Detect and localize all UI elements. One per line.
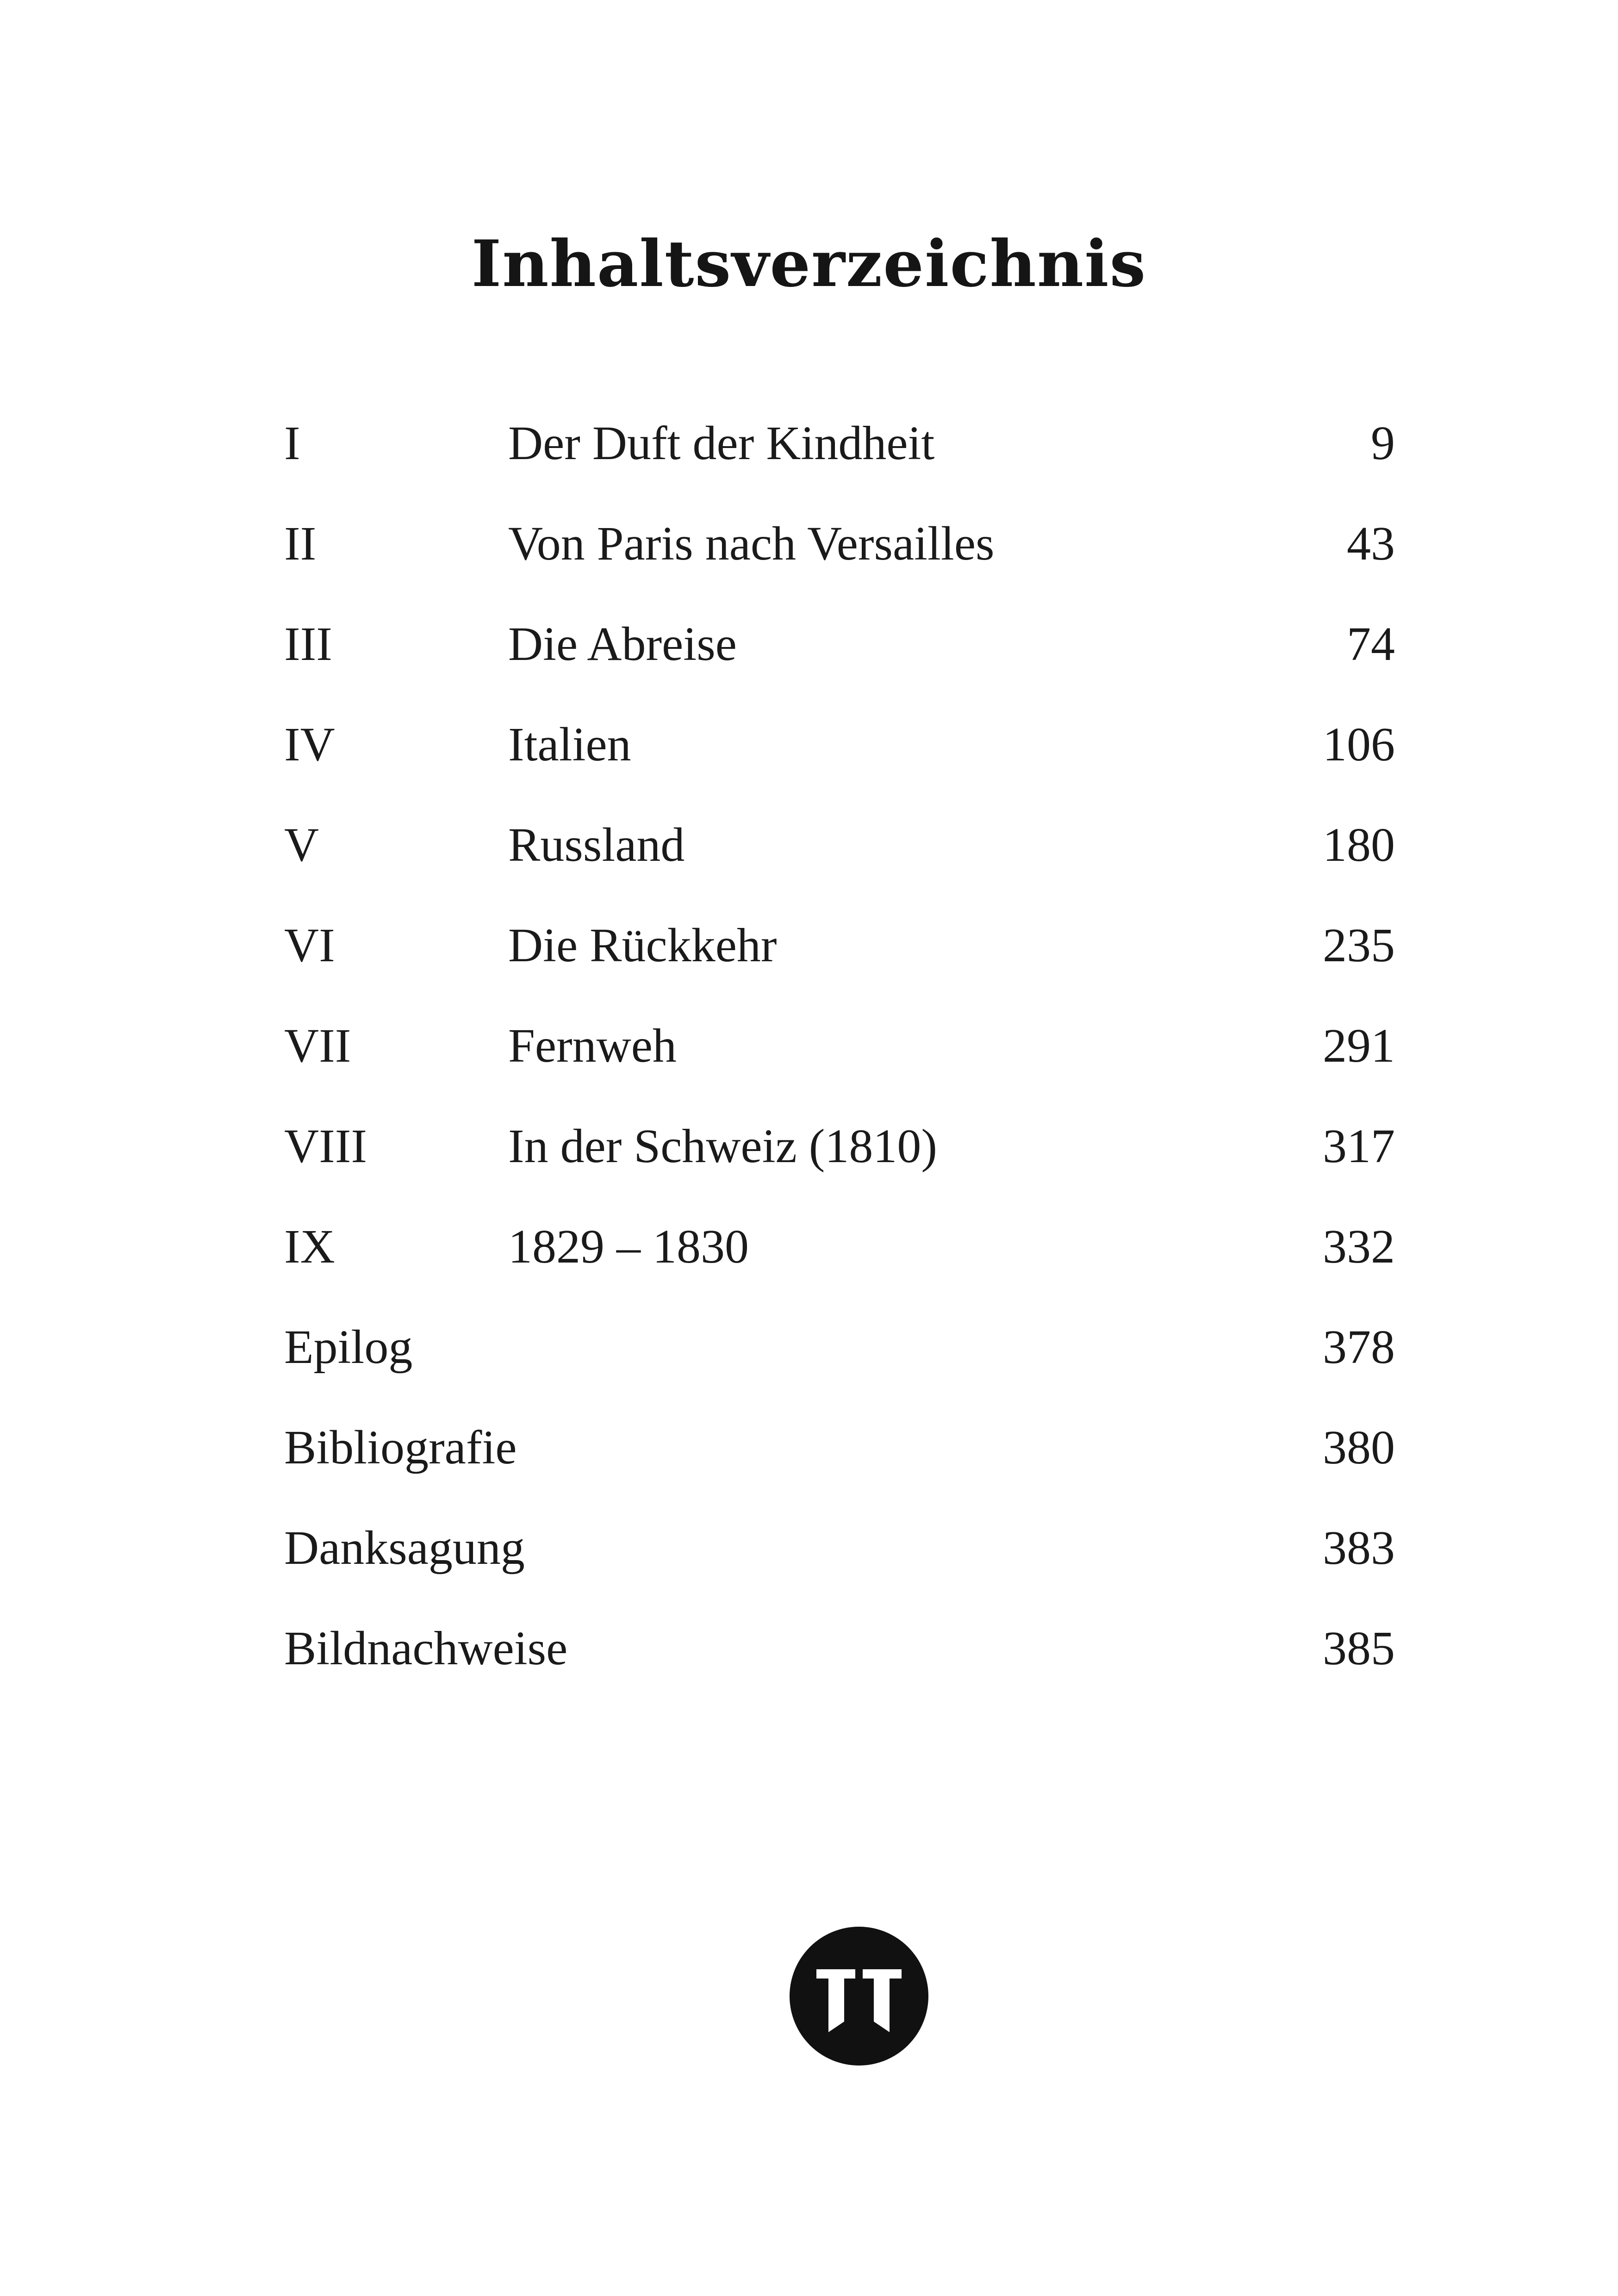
toc-entry [284, 501, 1395, 601]
toc-entry [284, 1204, 1395, 1304]
toc-entry [284, 601, 1395, 702]
page-number: 235 [1323, 919, 1395, 972]
chapter-title: Italien [508, 718, 631, 771]
chapter-number: IV [284, 718, 335, 771]
page-number: 380 [1323, 1421, 1395, 1474]
toc-entry [284, 702, 1395, 802]
chapter-number: VI [284, 919, 335, 972]
chapter-title: Der Duft der Kindheit [508, 417, 935, 470]
chapter-title: Russland [508, 818, 685, 871]
toc-entry [284, 1304, 1395, 1405]
page-number: 332 [1323, 1220, 1395, 1273]
chapter-title: Fernweh [508, 1019, 677, 1072]
chapter-title: Die Abreise [508, 617, 737, 671]
page-title: Inhaltsverzeichnis [471, 226, 1147, 301]
page-number: 74 [1347, 617, 1395, 671]
section-title: Danksagung [284, 1521, 525, 1574]
table-of-contents [284, 400, 1395, 1706]
chapter-number: I [284, 417, 300, 470]
section-title: Epilog [284, 1320, 413, 1374]
publisher-logo-icon [790, 1927, 928, 2066]
chapter-number: II [284, 517, 317, 570]
chapter-number: IX [284, 1220, 335, 1273]
page-number: 385 [1323, 1622, 1395, 1675]
page-number: 180 [1323, 818, 1395, 871]
toc-entry [284, 1605, 1395, 1706]
page-number: 9 [1371, 417, 1395, 470]
section-title: Bildnachweise [284, 1622, 568, 1675]
toc-entry [284, 902, 1395, 1003]
chapter-title: In der Schweiz (1810) [508, 1120, 938, 1173]
page-number: 291 [1323, 1019, 1395, 1072]
page-number: 106 [1323, 718, 1395, 771]
chapter-number: VIII [284, 1120, 367, 1173]
page-number: 383 [1323, 1521, 1395, 1574]
chapter-number: VII [284, 1019, 351, 1072]
page-number: 378 [1323, 1320, 1395, 1374]
chapter-number: V [284, 818, 319, 871]
toc-entry [284, 1505, 1395, 1605]
section-title: Bibliografie [284, 1421, 517, 1474]
page-number: 43 [1347, 517, 1395, 570]
chapter-number: III [284, 617, 332, 671]
toc-entry [284, 802, 1395, 902]
chapter-title: Von Paris nach Versailles [508, 517, 995, 570]
toc-entry [284, 400, 1395, 501]
chapter-title: 1829 – 1830 [508, 1220, 749, 1273]
toc-entry [284, 1405, 1395, 1505]
toc-entry [284, 1103, 1395, 1204]
toc-entry [284, 1003, 1395, 1103]
publisher-logo-icon [790, 1927, 928, 2066]
chapter-title: Die Rückkehr [508, 919, 777, 972]
page-number: 317 [1323, 1120, 1395, 1173]
